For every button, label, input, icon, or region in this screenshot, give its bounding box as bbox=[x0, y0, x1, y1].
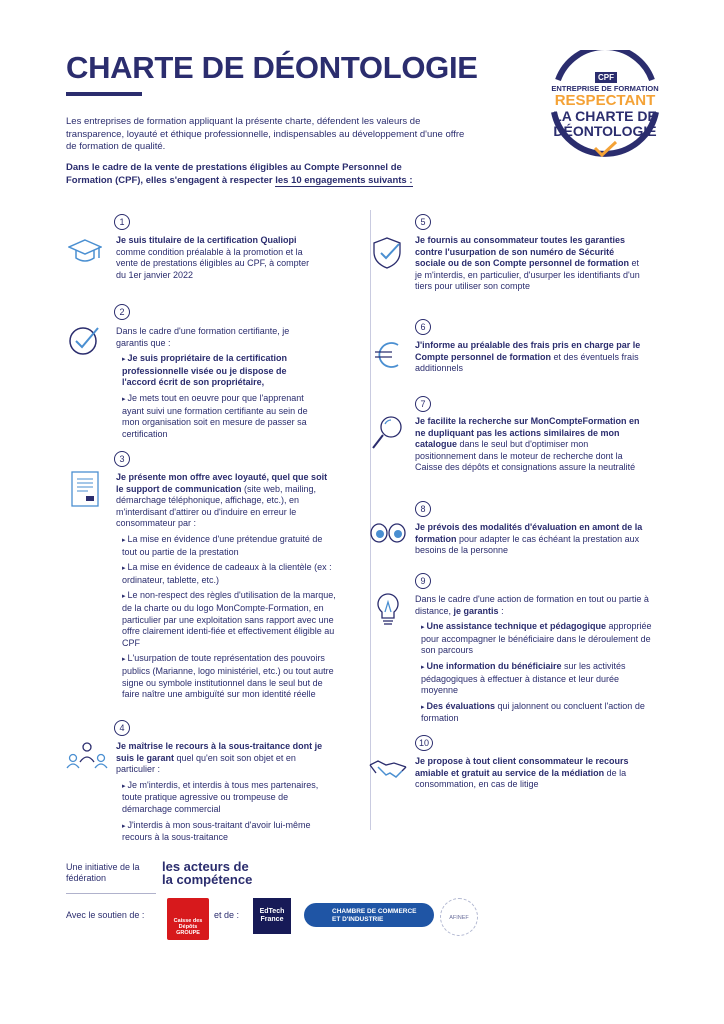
item-number: 2 bbox=[114, 304, 130, 320]
item-6-bold: J'informe au préalable des frais pris en charge par le Compte personnel de formation bbox=[415, 340, 641, 362]
caisse-des-depots-logo bbox=[167, 898, 209, 940]
afinef-logo: AFINEF bbox=[440, 898, 478, 936]
document-icon bbox=[70, 470, 102, 515]
item-3-sub-2: ▸ La mise en évidence de cadeaux à la clientèle (ex : ordinateur, tablette, etc.) bbox=[122, 562, 332, 585]
item-3-sub-4-text: L'usurpation de toute représentation des pouvoirs publics (Marianne, logo ministériel, etc.) ou tout autre signe ou symbole institutionnel dans le seul but de faire naître une ambiguïté sur mon identité réelle bbox=[122, 653, 334, 700]
charter-badge bbox=[540, 50, 670, 168]
badge-cpf: CPF bbox=[595, 72, 617, 83]
item-3-sub-1: ▸ La mise en évidence d'une prétendue gratuité de tout ou partie de la prestation bbox=[122, 533, 323, 557]
item-3-sub-3: ▸ Le non-respect des règles d'utilisation de la marque, de la charte ou du logo MonCompte-Formation, en particulier par une exploitation sans rapport avec une offre clairement identi-fiée et effectivement éligible au CPF bbox=[122, 590, 336, 648]
item-number: 1 bbox=[114, 214, 130, 230]
badge-line3: LA CHARTE DE bbox=[553, 108, 657, 124]
item-10-body: de la consommation, en cas de litige bbox=[415, 767, 627, 790]
item-9-sub-3-bold: Des évaluations bbox=[426, 700, 495, 711]
item-5-bold: Je fournis au consommateur toutes les garanties contre l'usurpation de son numéro de Sécurité sociale ou de son Compte personnel de formation bbox=[415, 235, 630, 269]
cci-line2: ET D'INDUSTRIE bbox=[332, 915, 384, 923]
item-9-end: : bbox=[498, 605, 504, 616]
check-circle-icon bbox=[68, 324, 100, 361]
item-9-sub-2-text: sur les activités pédagogiques à effectuer à distance et leur durée moyenne bbox=[421, 660, 626, 696]
item-4-sub-2-text: J'interdis à mon sous-traitant d'avoir lui-même recours à la sous-traitance bbox=[122, 819, 311, 843]
acteurs-line1: les acteurs de bbox=[162, 859, 249, 874]
lightbulb-icon bbox=[374, 592, 402, 635]
item-9-sub-2: ▸ Une information du bénéficiaire sur les activités pédagogiques à effectuer à distance et leur durée moyenne bbox=[421, 660, 626, 696]
handshake-icon bbox=[368, 755, 408, 788]
acteurs-line2: la compétence bbox=[162, 872, 253, 887]
item-2-text bbox=[116, 326, 316, 440]
item-9-sub-3: ▸ Des évaluations qui jalonnent ou concluent l'action de formation bbox=[421, 700, 645, 724]
network-people-icon bbox=[66, 740, 108, 775]
shield-check-icon bbox=[372, 236, 402, 275]
item-3-text bbox=[116, 472, 336, 701]
badge-line4: DÉONTOLOGIE bbox=[553, 123, 657, 139]
page-title: CHARTE DE DÉONTOLOGIE bbox=[66, 50, 478, 85]
item-9-bold: je garantis bbox=[453, 605, 499, 616]
lead-text: Dans le cadre de la vente de prestations éligibles au Compte Personnel de Formation (CPF), elles s'engagent à respecter bbox=[66, 162, 402, 186]
column-divider bbox=[370, 210, 371, 830]
item-4-sub-1: ▸ Je m'interdis, et interdis à tous mes partenaires, toute pratique agressive ou trompeuse de démarchage commercial bbox=[122, 779, 319, 814]
item-2-sub-2-text: Je mets tout en oeuvre pour que l'apprenant ayant suivi une formation certifiante au sein de mon organisation soit en mesure de passer sa certification bbox=[122, 392, 308, 439]
cci-line1: CHAMBRE DE COMMERCE bbox=[332, 908, 417, 915]
item-7-text bbox=[415, 416, 645, 474]
item-9-sub-1-bold: Une assistance technique et pédagogique bbox=[426, 621, 607, 632]
item-number: 8 bbox=[415, 501, 431, 517]
item-number: 10 bbox=[415, 735, 433, 751]
item-6-body: et des éventuels frais additionnels bbox=[415, 351, 639, 374]
item-3-sub-2-text: La mise en évidence de cadeaux à la clientèle (ex : ordinateur, tablette, etc.) bbox=[122, 562, 332, 585]
lead-emphasis: les 10 engagements suivants : bbox=[275, 174, 413, 186]
item-2-body: Dans le cadre d'une formation certifiante, je garantis que : bbox=[116, 326, 290, 348]
item-number: 5 bbox=[415, 214, 431, 230]
item-4-sub-1-text: Je m'interdis, et interdis à tous mes partenaires, toute pratique agressive ou trompeuse de démarchage commercial bbox=[122, 779, 319, 814]
footer-et-de: et de : bbox=[214, 910, 240, 920]
cci-logo bbox=[304, 903, 434, 927]
item-1-text bbox=[116, 235, 316, 281]
item-8-text bbox=[415, 522, 645, 557]
item-3-sub-1-text: La mise en évidence d'une prétendue gratuité de tout ou partie de la prestation bbox=[122, 533, 323, 557]
acteurs-logo bbox=[162, 860, 252, 886]
item-7-bold: Je facilite la recherche sur MonCompteFormation en ne dupliquant pas les actions similaires de mon catalogue bbox=[415, 416, 640, 450]
item-2-sub-1-bold: Je suis propriétaire de la certification professionnelle visée ou je dispose de l'accord écrit de son propriétaire, bbox=[122, 353, 288, 388]
edtech-france-logo bbox=[253, 898, 291, 934]
intro-paragraph: Les entreprises de formation appliquant la présente charte, défendent les valeurs de transparence, loyauté et éthique professionnelle, indispensables au développement d'une offre de formation de qualité. bbox=[66, 116, 465, 152]
item-5-text bbox=[415, 235, 645, 293]
item-1-bold: Je suis titulaire de la certification Qualiopi bbox=[116, 235, 297, 245]
eyes-icon bbox=[370, 522, 406, 549]
item-10-text bbox=[415, 756, 655, 791]
item-9-sub-2-bold: Une information du bénéficiaire bbox=[426, 660, 562, 671]
item-9-sub-1-text: appropriée pour accompagner le bénéficiaire dans le déroulement de son parcours bbox=[421, 621, 652, 656]
title-underline bbox=[66, 92, 142, 96]
badge-line1: ENTREPRISE DE FORMATION bbox=[551, 84, 659, 93]
item-9-text bbox=[415, 594, 655, 725]
edtech-line1: EdTech bbox=[259, 908, 285, 915]
item-4-text bbox=[116, 741, 336, 844]
graduation-cap-icon bbox=[68, 238, 102, 271]
euro-icon bbox=[372, 340, 406, 375]
item-5-body: et je m'interdis, en particulier, d'usurper les identifiants d'un tiers pour utiliser son compte bbox=[415, 258, 640, 292]
caisse-groupe: GROUPE bbox=[176, 930, 200, 936]
item-1-body: comme condition préalable à la promotion et la vente de prestations éligibles au CPF, à compter du 1er janvier 2022 bbox=[116, 246, 310, 280]
item-4-sub-2: ▸ J'interdis à mon sous-traitant d'avoir lui-même recours à la sous-traitance bbox=[122, 819, 311, 843]
item-3-body: (site web, mailing, démarchage téléphonique, affichage, etc.), en m'interdisant d'attirer ou d'induire en erreur le consommateur par : bbox=[116, 483, 317, 529]
item-10-bold: Je propose à tout client consommateur le recours amiable et gratuit au service de la médiation bbox=[415, 756, 629, 778]
item-3-sub-3-text: Le non-respect des règles d'utilisation de la marque, de la charte ou du logo MonCompte-Formation, en particulier par une exploitation sans rapport avec une offre clairement identi-fiée et effectivement éligible au CPF bbox=[122, 590, 336, 648]
footer-divider bbox=[66, 893, 156, 894]
item-7-body: dans le seul but d'optimiser mon positionnement dans le moteur de recherche dont la Caisse des dépôts et consignations assure la neutralité bbox=[415, 439, 636, 473]
item-9-body: Dans le cadre d'une action de formation en tout ou partie à distance, bbox=[415, 594, 649, 616]
footer-soutien: Avec le soutien de : bbox=[66, 910, 145, 920]
footer-initiative: Une initiative de la fédération bbox=[66, 862, 140, 883]
magnifier-icon bbox=[370, 414, 404, 457]
item-9-sub-3-text: qui jalonnent ou concluent l'action de formation bbox=[421, 700, 645, 724]
item-3-sub-4: ▸ L'usurpation de toute représentation des pouvoirs publics (Marianne, logo ministériel, etc.) ou tout autre signe ou symbole institutionnel dans le seul but de faire naître une ambiguïté sur mon identité réelle bbox=[122, 653, 334, 700]
item-4-body: quel qu'en soit son objet et en particulier : bbox=[116, 752, 296, 775]
caisse-name: Caisse des Dépôts bbox=[173, 918, 203, 930]
item-2-sub-1: ▸ Je suis propriétaire de la certification professionnelle visée ou je dispose de l'accord écrit de son propriétaire, bbox=[122, 353, 288, 388]
item-number: 3 bbox=[114, 451, 130, 467]
item-number: 6 bbox=[415, 319, 431, 335]
item-3-bold: Je présente mon offre avec loyauté, quel que soit le support de communication bbox=[116, 472, 328, 494]
lead-paragraph bbox=[66, 162, 446, 187]
item-4-bold: Je maîtrise le recours à la sous-traitance dont je suis le garant bbox=[116, 741, 323, 763]
badge-line2: RESPECTANT bbox=[554, 92, 656, 109]
item-number: 9 bbox=[415, 573, 431, 589]
item-8-bold: Je prévois des modalités d'évaluation en amont de la formation bbox=[415, 522, 643, 544]
item-number: 7 bbox=[415, 396, 431, 412]
edtech-line2: France bbox=[260, 916, 284, 923]
item-2-sub-2: ▸ Je mets tout en oeuvre pour que l'apprenant ayant suivi une formation certifiante au sein de mon organisation soit en mesure de passer sa certification bbox=[122, 392, 308, 439]
item-6-text bbox=[415, 340, 645, 375]
item-9-sub-1: ▸ Une assistance technique et pédagogique appropriée pour accompagner le bénéficiaire dans le déroulement de son parcours bbox=[421, 621, 652, 656]
item-8-body: pour adapter le cas échéant la prestation aux besoins de la personne bbox=[415, 533, 640, 556]
item-number: 4 bbox=[114, 720, 130, 736]
